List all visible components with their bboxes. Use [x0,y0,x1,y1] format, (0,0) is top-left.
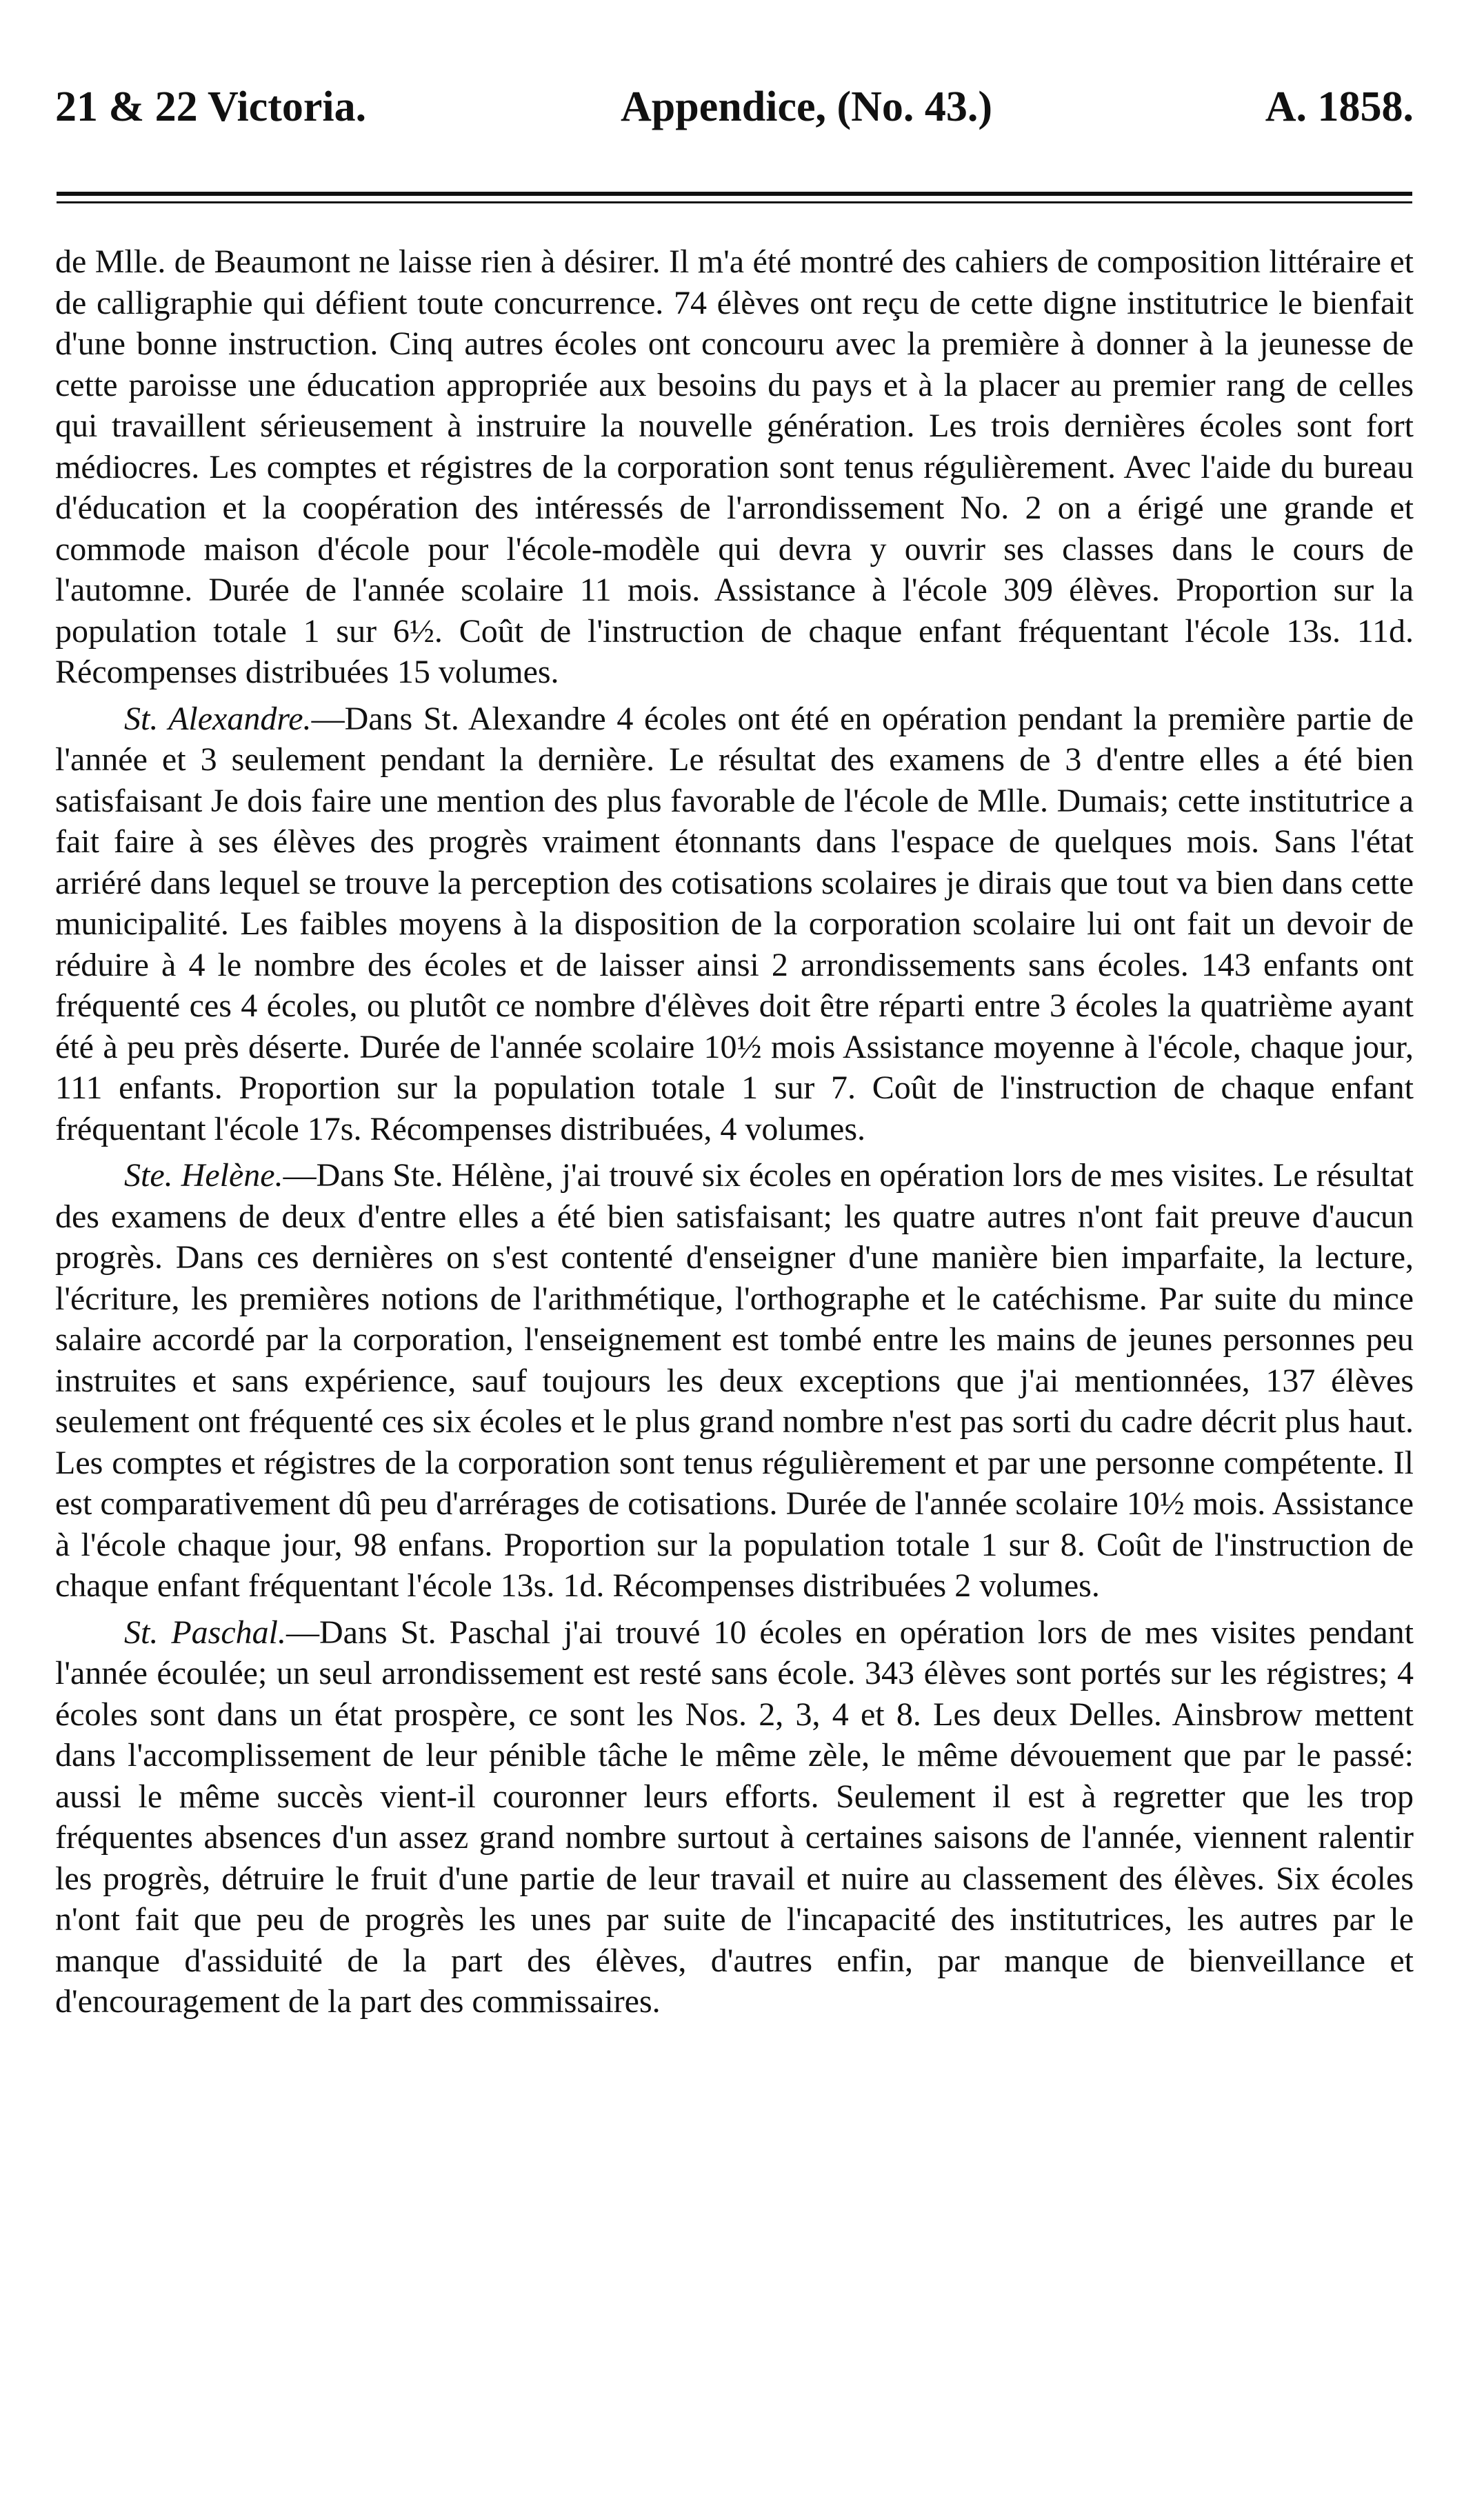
header-appendix: Appendice, (No. 43.) [621,83,993,130]
header-year: A. 1858. [1265,83,1414,130]
document-page [55,0,1421,2501]
page-header [55,76,1421,138]
paragraph-ste-helene [55,1155,1414,1607]
header-volume: 21 & 22 Victoria. [55,83,367,130]
paragraph-continuation [55,241,1414,693]
paragraph-text: —Dans Ste. Hélène, j'ai trouvé six écoles en opération lors de mes visites. Le résultat des examens de deux d'entre elles a été bien satisfaisant; les quatre autres n'ont fait preuve d'aucun progrès. Dans ces dernières on s'est contenté d'enseigner d'une manière bien imparfaite, la lecture, l'écriture, les premières notions de l'arithmétique, l'orthographe et le catéchisme. Par suite du mince salaire accordé par la corporation, l'enseignement est tombé entre les mains de jeunes personnes peu instruites et sans expérience, sauf toujours les deux exceptions que j'ai mentionnées, 137 élèves seulement ont fréquenté ces six écoles et le plus grand nombre n'est pas sorti du cadre décrit plus haut. Les comptes et régistres de la corporation sont tenus régulièrement et par une personne compétente. Il est comparativement dû peu d'arrérages de cotisations. Durée de l'année scolaire 10½ mois. Assistance à l'école chaque jour, 98 enfans. Proportion sur la population totale 1 sur 8. Coût de l'instruction de chaque enfant fréquentant l'école 13s. 1d. Récompenses distribuées 2 volumes. [55,1157,1414,1604]
paragraph-text: —Dans St. Alexandre 4 écoles ont été en opération pendant la première partie de l'année et 3 seulement pendant la dernière. Le résultat des examens de 3 d'entre elles a été bien satisfaisant Je dois faire une mention des plus favorable de l'école de Mlle. Dumais; cette institutrice a fait faire à ses élèves des progrès vraiment étonnants dans l'espace de quelques mois. Sans l'état arriéré dans lequel se trouve la perception des cotisations scolaires je dirais que tout va bien dans cette municipalité. Les faibles moyens à la disposition de la corporation scolaire lui ont fait un devoir de réduire à 4 le nombre des écoles et de laisser ainsi 2 arrondissements sans écoles. 143 enfants ont fréquenté ces 4 écoles, ou plutôt ce nombre d'élèves doit être réparti entre 3 écoles la quatrième ayant été à peu près déserte. Durée de l'année scolaire 10½ mois Assistance moyenne à l'école, chaque jour, 111 enfants. Proportion sur la population totale 1 sur 7. Coût de l'instruction de chaque enfant fréquentant l'école 17s. Récompenses distribuées, 4 volumes. [55,700,1414,1147]
body-text [55,241,1414,2022]
paragraph-text: de Mlle. de Beaumont ne laisse rien à désirer. Il m'a été montré des cahiers de composition littéraire et de calligraphie qui défient toute concurrence. 74 élèves ont reçu de cette digne institutrice le bienfait d'une bonne instruction. Cinq autres écoles ont concouru avec la première à donner à la jeunesse de cette paroisse une éducation appropriée aux besoins du pays et à la placer au premier rang de celles qui travaillent sérieusement à instruire la nouvelle génération. Les trois dernières écoles sont fort médiocres. Les comptes et régistres de la corporation sont tenus régulièrement. Avec l'aide du bureau d'éducation et la coopération des intéressés de l'arrondissement No. 2 on a érigé une grande et commode maison d'école pour l'école-modèle qui devra y ouvrir ses classes dans le cours de l'automne. Durée de l'année scolaire 11 mois. Assistance à l'école 309 élèves. Proportion sur la population totale 1 sur 6½. Coût de l'instruction de chaque enfant fréquentant l'école 13s. 11d. Récompenses distribuées 15 volumes. [55,243,1414,690]
paragraph-st-paschal [55,1612,1414,2022]
paragraph-text: —Dans St. Paschal j'ai trouvé 10 écoles en opération lors de mes visites pendant l'année écoulée; un seul arrondissement est resté sans école. 343 élèves sont portés sur les régistres; 4 écoles sont dans un état prospère, ce sont les Nos. 2, 3, 4 et 8. Les deux Delles. Ainsbrow mettent dans l'accomplissement de leur pénible tâche le même zèle, le même dévouement que par le passé: aussi le même succès vient-il couronner leurs efforts. Seulement il est à regretter que les trop fréquentes absences d'un assez grand nombre surtout à certaines saisons de l'année, viennent ralentir les progrès, détruire le fruit d'une partie de leur travail et nuire au classement des élèves. Six écoles n'ont fait que peu de progrès les unes par suite de l'incapacité des institutrices, les autres par le manque d'assiduité de la part des élèves, d'autres enfin, par manque de bienveillance et d'encouragement de la part des commissaires. [55,1614,1414,2020]
place-name: St. Alexandre. [124,700,312,737]
paragraph-st-alexandre [55,699,1414,1150]
header-rule-thick [57,192,1412,196]
header-rule-thin [57,201,1412,203]
place-name: St. Paschal. [124,1614,286,1651]
place-name: Ste. Helène. [124,1157,283,1194]
